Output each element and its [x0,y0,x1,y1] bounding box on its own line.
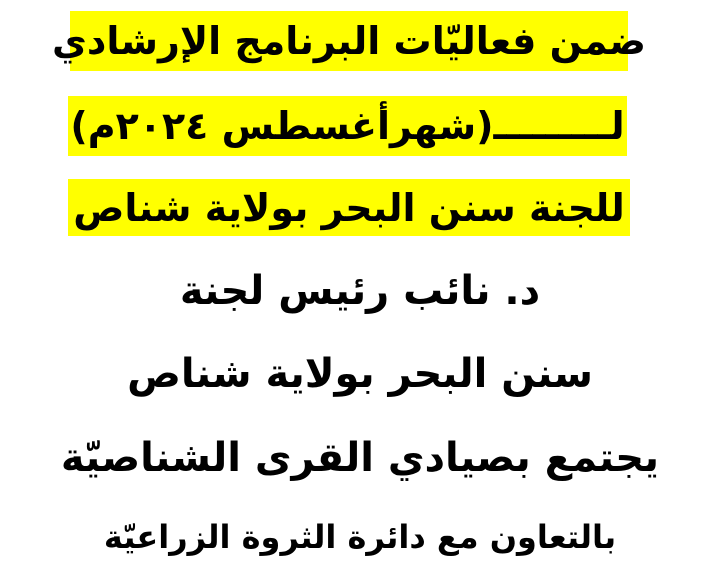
headline-line-3 [68,179,630,236]
headline-line-1 [52,11,646,71]
body-line-4: بالتعاون مع دائرة الثروة الزراعيّة [103,518,617,556]
headline-line-2 [68,96,627,156]
headline-line-2-text: لـــــــــ(شهرأغسطس ٢٠٢٤م) [70,104,625,148]
headline-line-1-text: ضمن فعاليّات البرنامج الإرشادي [52,19,646,63]
body-line-3: يجتمع بصيادي القرى الشناصيّة [60,435,660,481]
body-line-2: سنن البحر بولاية شناص [127,351,593,397]
body-line-1: د. نائب رئيس لجنة [179,268,541,314]
headline-line-3-text: للجنة سنن البحر بولاية شناص [73,185,625,230]
